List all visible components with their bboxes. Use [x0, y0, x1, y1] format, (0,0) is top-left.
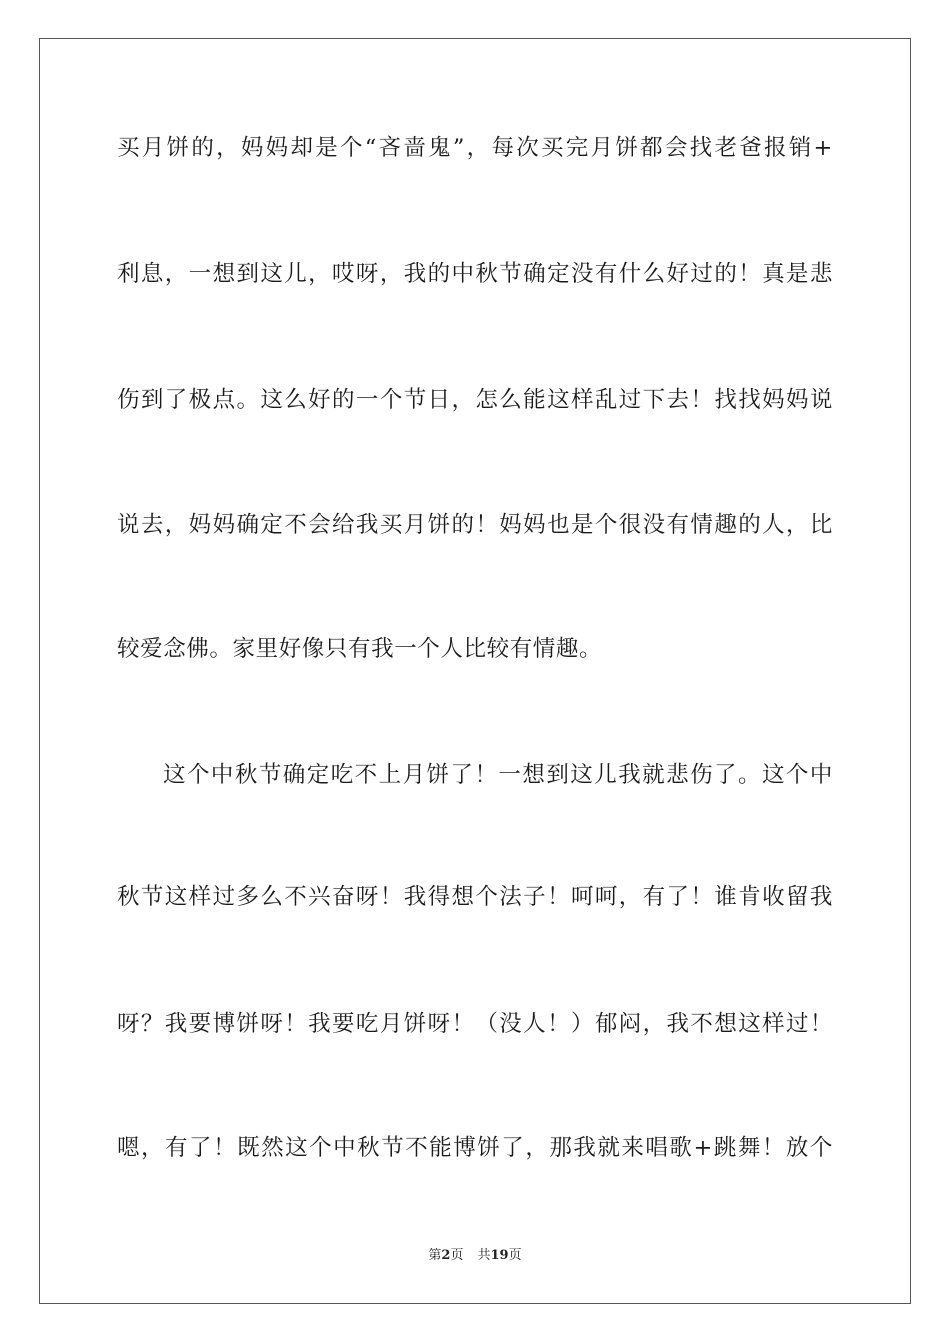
text-line-7: 秋节这样过多么不兴奋呀！我得想个法子！呵呵，有了！谁肯收留我 — [117, 884, 833, 910]
text-line-3: 伤到了极点。这么好的一个节日，怎么能这样乱过下去！找找妈妈说 — [117, 387, 833, 413]
page-prefix: 第 — [428, 1248, 442, 1263]
page-footer — [0, 1246, 950, 1266]
text-line-8: 呀？我要博饼呀！我要吃月饼呀！（没人！）郁闷，我不想这样过！ — [117, 1011, 833, 1037]
page-suffix: 页 — [450, 1248, 464, 1263]
text-line-1: 买月饼的，妈妈却是个“吝啬鬼”，每次买完月饼都会找老爸报销+ — [117, 135, 833, 161]
text-line-9: 嗯，有了！既然这个中秋节不能博饼了，那我就来唱歌+跳舞！放个 — [117, 1135, 833, 1161]
total-pages: 19 — [490, 1248, 509, 1263]
page-number: 2 — [441, 1248, 451, 1263]
total-suffix: 页 — [508, 1248, 522, 1263]
page-border — [39, 38, 911, 1304]
text-line-4: 说去，妈妈确定不会给我买月饼的！妈妈也是个很没有情趣的人，比 — [117, 512, 833, 538]
text-line-2: 利息，一想到这儿，哎呀，我的中秋节确定没有什么好过的！真是悲 — [117, 261, 833, 287]
text-line-6: 这个中秋节确定吃不上月饼了！一想到这儿我就悲伤了。这个中 — [163, 762, 833, 788]
text-line-5: 较爱念佛。家里好像只有我一个人比较有情趣。 — [117, 636, 603, 662]
total-prefix: 共 — [477, 1248, 491, 1263]
